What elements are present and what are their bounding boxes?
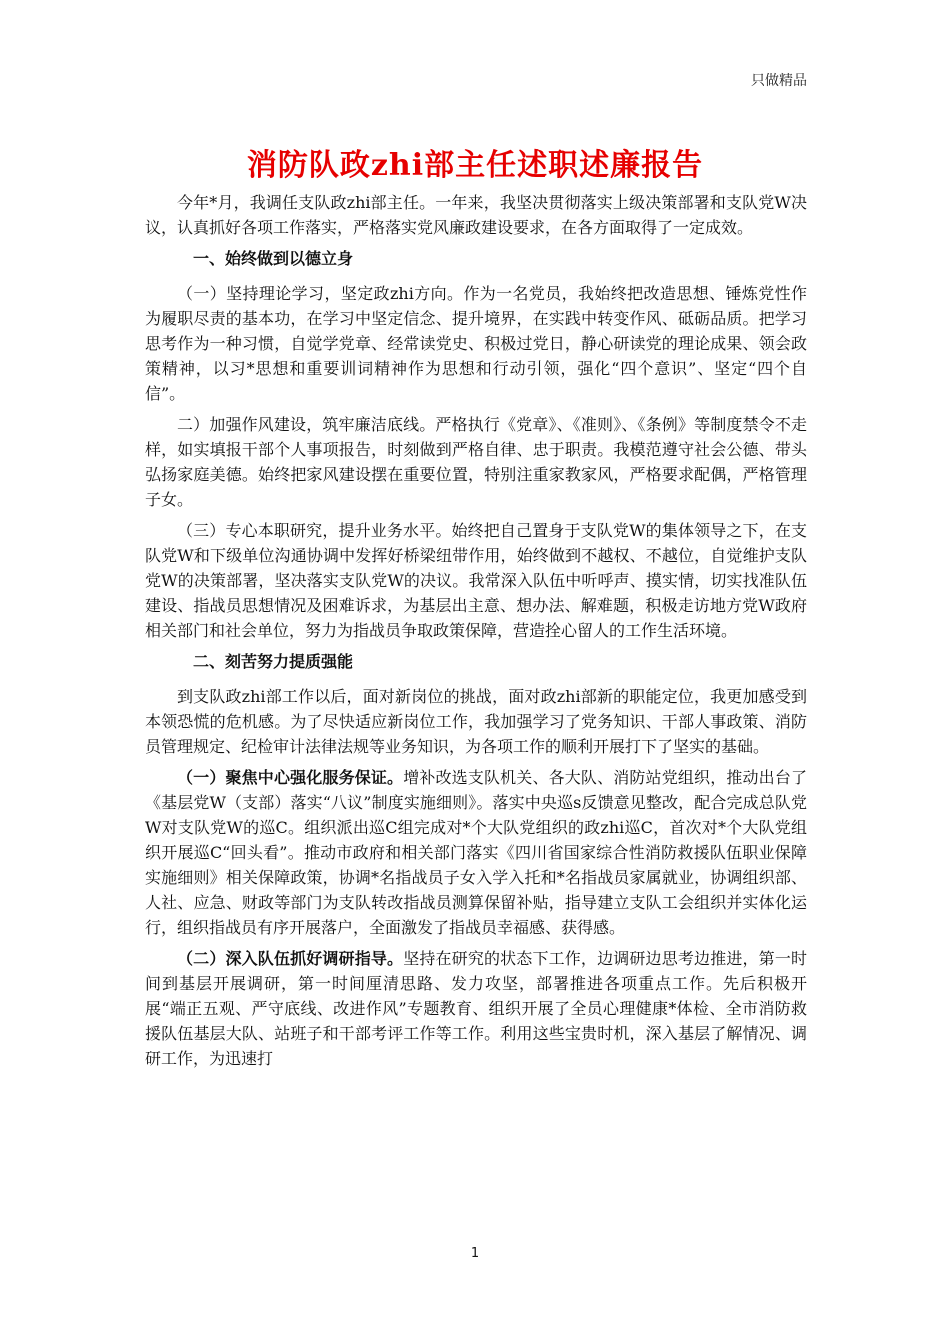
section2-paragraph-3 xyxy=(145,946,807,1071)
header-note: 只做精品 xyxy=(751,73,807,89)
paragraph-body: 增补改选支队机关、各大队、消防站党组织，推动出台了《基层党W（支部）落实“八议”制度实施细则》。落实中央巡s反馈意见整改，配合完成总队党W对支队党W的巡C。组织派出巡C组完成对*个大队党组织的政zhi巡C，首次对*个大队党组织开展巡C“回头看”。推动市政府和相关部门落实《四川省国家综合性消防救援队伍职业保障实施细则》相关保障政策，协调*名指战员子女入学入托和*名指战员家属就业，协调组织部、人社、应急、财政等部门为支队转改指战员测算保留补贴，指导建立支队工会组织并实体化运行，组织指战员有序开展落户，全面激发了指战员幸福感、获得感。 xyxy=(145,768,807,937)
document-body xyxy=(145,190,807,1077)
document-title: 消防队政zhi部主任述职述廉报告 xyxy=(246,148,704,183)
section1-paragraph-1: （一）坚持理论学习，坚定政zhi方向。作为一名党员，我始终把改造思想、锤炼党性作为履职尽责的基本功，在学习中坚定信念、提升境界，在实践中转变作风、砥砺品质。把学习思考作为一种习惯，自觉学党章、经常读党史、积极过党日，静心研读党的理论成果、领会政策精神，以习*思想和重要训词精神作为思想和行动引领，强化“四个意识”、坚定“四个自信”。 xyxy=(145,284,807,403)
intro-paragraph: 今年*月，我调任支队政zhi部主任。一年来，我坚决贯彻落实上级决策部署和支队党W决议，认真抓好各项工作落实，严格落实党风廉政建设要求，在各方面取得了一定成效。 xyxy=(145,193,807,237)
paragraph-body: 坚持在研究的状态下工作，边调研边思考边推进，第一时间到基层开展调研，第一时间厘清思路、发力攻坚，部署推进各项重点工作。先后积极开展“端正五观、严守底线、改进作风”专题教育、组织开展了全员心理健康*体检、全市消防救援队伍基层大队、站班子和干部考评工作等工作。利用这些宝贵时机，深入基层了解情况、调研工作，为迅速打 xyxy=(145,949,807,1068)
section1-paragraph-3: （三）专心本职研究，提升业务水平。始终把自己置身于支队党W的集体领导之下，在支队党W和下级单位沟通协调中发挥好桥梁纽带作用，始终做到不越权、不越位，自觉维护支队党W的决策部署，坚决落实支队党W的决议。我常深入队伍中听呼声、摸实情，切实找准队伍建设、指战员思想情况及困难诉求，为基层出主意、想办法、解难题，积极走访地方党W政府相关部门和社会单位，努力为指战员争取政策保障，营造拴心留人的工作生活环境。 xyxy=(145,521,807,640)
page-number: 1 xyxy=(470,1246,480,1261)
paragraph-lead: （一）聚焦中心强化服务保证。 xyxy=(177,768,404,787)
section1-paragraph-2: 二）加强作风建设，筑牢廉洁底线。严格执行《党章》、《准则》、《条例》等制度禁令不走样，如实填报干部个人事项报告，时刻做到严格自律、忠于职责。我模范遵守社会公德、带头弘扬家庭美德。始终把家风建设摆在重要位置，特别注重家教家风，严格要求配偶，严格管理子女。 xyxy=(145,415,807,509)
section-heading-1: 一、始终做到以德立身 xyxy=(193,249,354,268)
section2-paragraph-1: 到支队政zhi部工作以后，面对新岗位的挑战，面对政zhi部新的职能定位，我更加感受到本领恐慌的危机感。为了尽快适应新岗位工作，我加强学习了党务知识、干部人事政策、消防员管理规定、纪检审计法律法规等业务知识，为各项工作的顺利开展打下了坚实的基础。 xyxy=(145,687,807,756)
section2-paragraph-2 xyxy=(145,765,807,940)
paragraph-lead: （二）深入队伍抓好调研指导。 xyxy=(177,949,404,968)
section-heading-2: 二、刻苦努力提质强能 xyxy=(193,652,354,671)
